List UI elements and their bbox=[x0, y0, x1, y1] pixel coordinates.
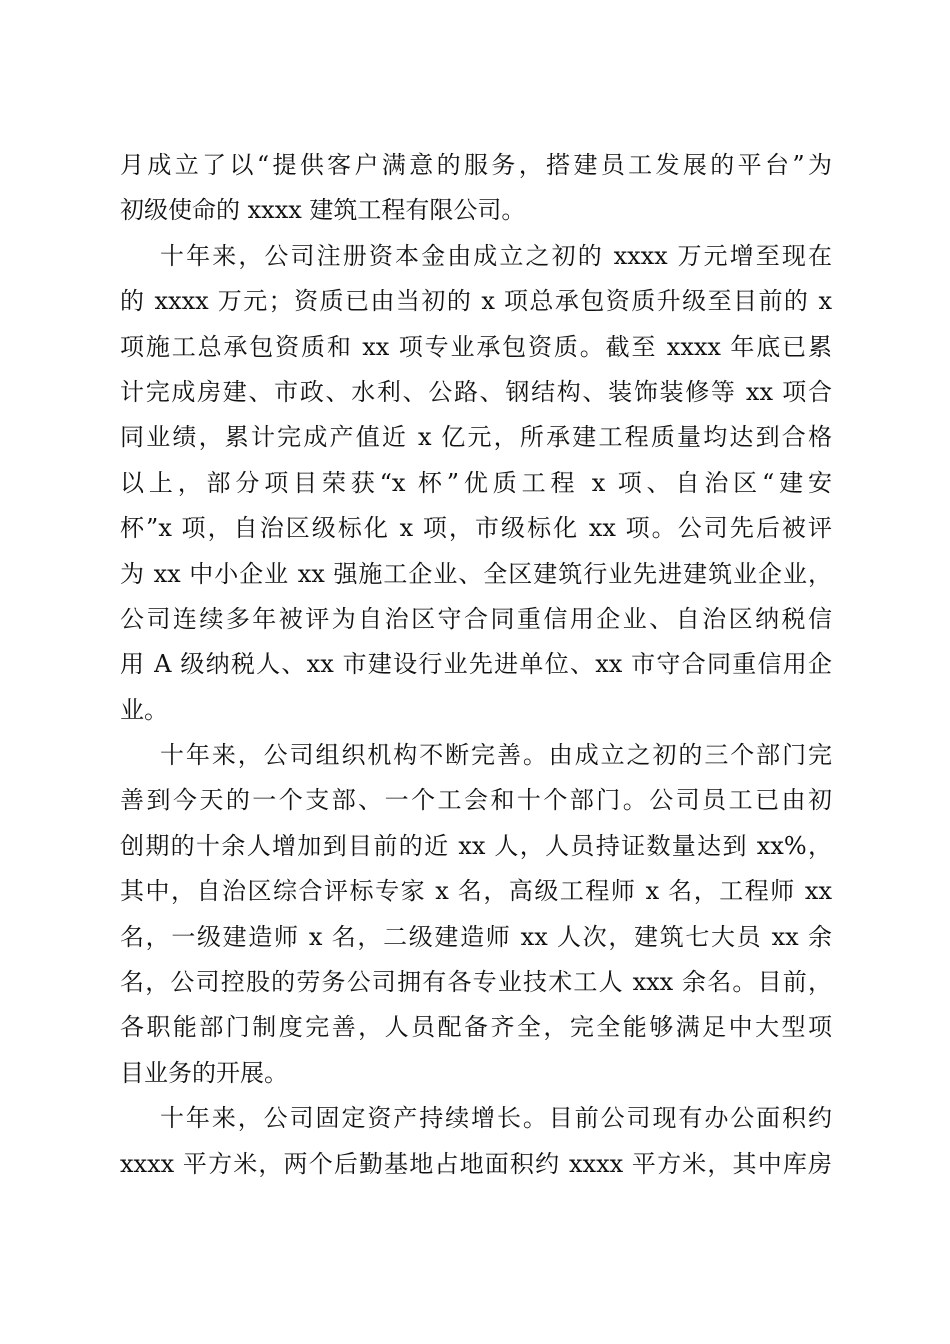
text-line: 目业务的开展。 bbox=[120, 1058, 288, 1087]
text-line: 业。 bbox=[120, 695, 168, 724]
text-line: 计完成房建、市政、水利、公路、钢结构、装饰装修等 xx 项合 bbox=[120, 377, 832, 406]
text-line: 公司连续多年被评为自治区守合同重信用企业、自治区纳税信 bbox=[120, 604, 832, 633]
text-line: 用 A 级纳税人、xx 市建设行业先进单位、xx 市守合同重信用企 bbox=[120, 650, 832, 679]
text-line: xxxx 平方米，两个后勤基地占地面积约 xxxx 平方米，其中库房 bbox=[120, 1149, 832, 1178]
text-line: 善到今天的一个支部、一个工会和十个部门。公司员工已由初 bbox=[120, 786, 832, 815]
text-line: 为 xx 中小企业 xx 强施工企业、全区建筑行业先进建筑业企业， bbox=[120, 559, 832, 588]
text-line: 创期的十余人增加到目前的近 xx 人，人员持证数量达到 xx%， bbox=[120, 831, 832, 860]
text-line: 杯”x 项，自治区级标化 x 项，市级标化 xx 项。公司先后被评 bbox=[120, 514, 832, 543]
text-line: 各职能部门制度完善，人员配备齐全，完全能够满足中大型项 bbox=[120, 1013, 832, 1042]
text-line: 初级使命的 xxxx 建筑工程有限公司。 bbox=[120, 196, 526, 225]
text-line: 同业绩，累计完成产值近 x 亿元，所承建工程质量均达到合格 bbox=[120, 423, 832, 452]
paragraph-start-line: 十年来，公司组织机构不断完善。由成立之初的三个部门完 bbox=[160, 741, 832, 770]
body-text bbox=[120, 143, 832, 1187]
text-line: 的 xxxx 万元；资质已由当初的 x 项总承包资质升级至目前的 x bbox=[120, 287, 832, 316]
text-line: 以上，部分项目荣获“x 杯”优质工程 x 项、自治区“建安 bbox=[120, 468, 832, 497]
text-line: 项施工总承包资质和 xx 项专业承包资质。截至 xxxx 年底已累 bbox=[120, 332, 832, 361]
text-line: 其中，自治区综合评标专家 x 名，高级工程师 x 名，工程师 xx bbox=[120, 877, 832, 906]
text-line: 名，公司控股的劳务公司拥有各专业技术工人 xxx 余名。目前， bbox=[120, 968, 832, 997]
text-line: 名，一级建造师 x 名，二级建造师 xx 人次，建筑七大员 xx 余 bbox=[120, 922, 832, 951]
paragraph-start-line: 十年来，公司固定资产持续增长。目前公司现有办公面积约 bbox=[160, 1104, 832, 1133]
paragraph-start-line: 十年来，公司注册资本金由成立之初的 xxxx 万元增至现在 bbox=[160, 241, 832, 270]
text-line: 月成立了以“提供客户满意的服务，搭建员工发展的平台”为 bbox=[120, 151, 832, 179]
